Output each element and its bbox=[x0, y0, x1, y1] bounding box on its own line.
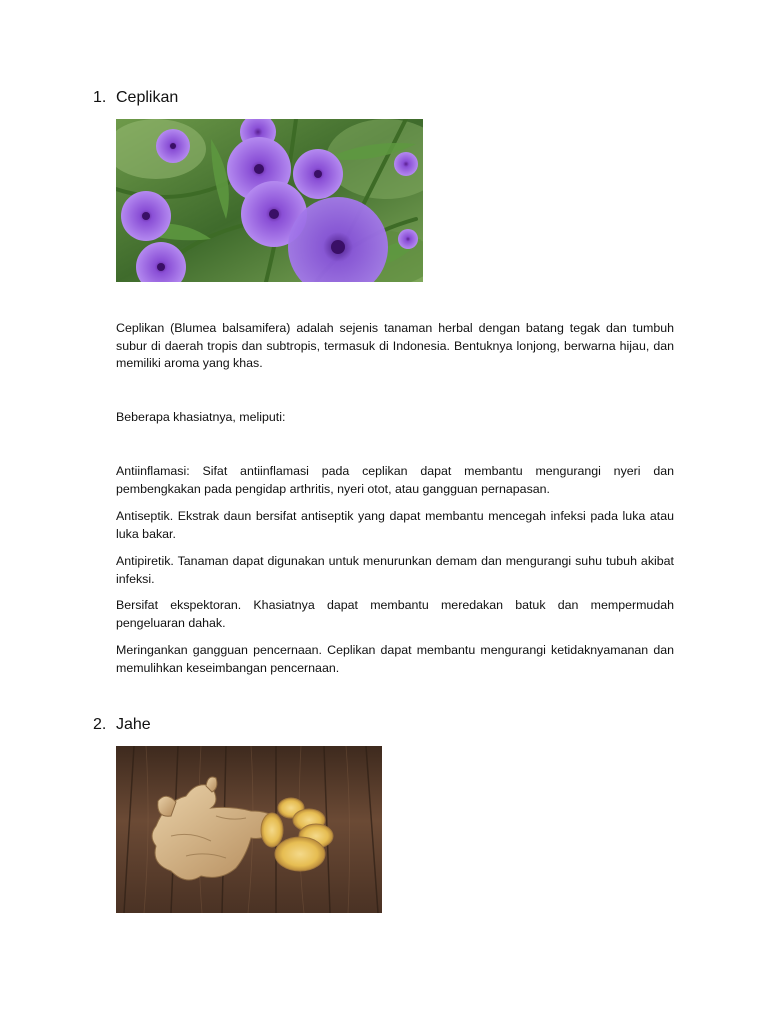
section-number: 2. bbox=[93, 716, 107, 733]
benefit-item: Antiseptik. Ekstrak daun bersifat antiseptik yang dapat membantu mencegah infeksi pada luka atau luka bakar. bbox=[116, 509, 674, 541]
benefit-item: Antipiretik. Tanaman dapat digunakan untuk menurunkan demam dan mengurangi suhu tubuh akibat infeksi. bbox=[116, 554, 674, 586]
section-heading-ceplikan bbox=[93, 88, 393, 108]
ceplikan-flower-photo bbox=[116, 119, 423, 282]
benefits-intro: Beberapa khasiatnya, meliputi: bbox=[116, 410, 286, 424]
section-title: Ceplikan bbox=[116, 89, 179, 106]
benefit-item: Bersifat ekspektoran. Khasiatnya dapat membantu meredakan batuk dan mempermudah pengeluaran dahak. bbox=[116, 598, 674, 630]
section-number: 1. bbox=[93, 89, 107, 106]
section-title: Jahe bbox=[116, 716, 151, 733]
benefit-item: Meringankan gangguan pencernaan. Ceplikan dapat membantu mengurangi ketidaknyamanan dan memulihkan keseimbangan pencernaan. bbox=[116, 643, 674, 675]
benefit-item: Antiinflamasi: Sifat antiinflamasi pada ceplikan dapat membantu mengurangi nyeri dan pembengkakan pada pengidap arthritis, nyeri otot, atau gangguan pernapasan. bbox=[116, 464, 674, 496]
ceplikan-description: Ceplikan (Blumea balsamifera) adalah sejenis tanaman herbal dengan batang tegak dan tumbuh subur di daerah tropis dan subtropis, termasuk di Indonesia. Bentuknya lonjong, berwarna hijau, dan memiliki aroma yang khas. bbox=[116, 321, 674, 370]
jahe-ginger-photo bbox=[116, 746, 382, 913]
section-heading-jahe bbox=[93, 715, 393, 735]
